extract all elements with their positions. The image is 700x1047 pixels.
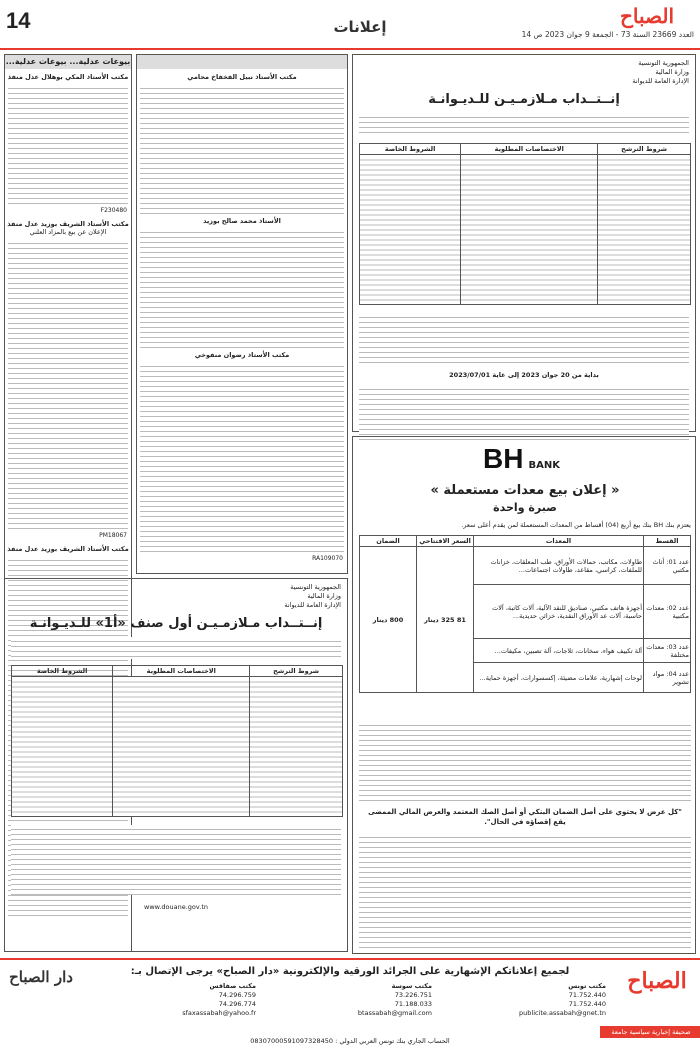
table-header: شروط الترشح (250, 666, 343, 677)
opening-price: 81 325 دينار (417, 547, 474, 693)
section-title: إعلانات (333, 18, 387, 36)
bank-account: الحساب الجاري بنك تونس العربي الدولي : 08307000591097328450 (250, 1037, 450, 1045)
republic-label: الجمهورية التونسية (290, 583, 341, 591)
office-sfax (86, 982, 256, 1018)
page-number: 14 (6, 8, 31, 33)
table-cell (113, 677, 250, 817)
email[interactable]: sfaxassabah@yahoo.fr (182, 1009, 256, 1017)
office-label: مكتب تونس (568, 982, 606, 990)
middle-strip (137, 55, 347, 69)
table-cell (250, 677, 343, 817)
table-cell (461, 155, 598, 305)
middle-block2-text (140, 228, 344, 348)
email[interactable]: publicite.assabah@gnet.tn (519, 1009, 606, 1017)
masthead (0, 0, 700, 50)
phone: 71.752.440 (568, 1000, 606, 1008)
footer-banner (0, 958, 700, 1047)
left-code2: PM18067 (99, 532, 127, 539)
notice-footer-text (359, 385, 689, 441)
table-cell: أجهزة هاتف مكتبي، صناديق للنقد الآلية، آلات كاتبة، آلات حاسبة، آلات عد الأوراق النقدية، خزائن حديدية... (474, 585, 644, 639)
table-cell: عدد 02: معدات مكتبية (644, 585, 691, 639)
table-header: القسط (644, 536, 691, 547)
left-code1: F230480 (100, 207, 127, 214)
footer-logo-left: دار الصباح (9, 968, 73, 986)
office-tunis (436, 982, 606, 1018)
guarantee: 800 دينار (360, 547, 417, 693)
notice-title: إنــتــداب مـلازمـيـن أول صنف «أ1» للـديـوانـة (29, 616, 323, 631)
bh-ad-title: « إعلان بيع معدات مستعملة » (430, 483, 620, 498)
table-cell: آلة تكييف هواء، سخانات، ثلاجات، آلة تصبين، مكيفات... (474, 639, 644, 663)
middle-code: RA109070 (312, 555, 343, 562)
table-header: الضمان (360, 536, 417, 547)
bh-ad-details (359, 833, 691, 949)
notice-intro (11, 637, 341, 659)
republic-label: الجمهورية التونسية (638, 59, 689, 67)
lots-table (359, 535, 691, 693)
office-label: مكتب سوسة (391, 982, 432, 990)
table-header: المعدات (474, 536, 644, 547)
table-cell (598, 155, 691, 305)
footer-logo: الصباح (627, 968, 687, 994)
date-line: بداية من 20 جوان 2023 إلى غاية 2023/07/01 (449, 371, 599, 379)
customs-recruitment-notice (352, 54, 696, 432)
left-block2-text (8, 239, 128, 529)
phone: 74.296.774 (218, 1000, 256, 1008)
footer-title: لجميع إعلاناتكم الإشهارية على الجرائد الورقية والإلكترونية «دار الصباح» يرجى الإتصال بـ: (130, 966, 570, 977)
left-block2-title: مكتب الأستاذ الشريف بوزيد عدل منفذ (7, 220, 129, 228)
notice-intro (359, 113, 689, 137)
office-label: مكتب صفاقس (209, 982, 256, 990)
notice-url[interactable]: www.douane.gov.tn (144, 903, 208, 911)
middle-block1-title: مكتب الأستاذ نبيل الفخفاخ محامي (187, 73, 297, 81)
judicial-sales-strip: بيوعات عدلية... بيوعات عدلية... (5, 55, 131, 69)
bh-ad-subtitle: صبرة واحدة (493, 501, 557, 514)
phone: 73.226.751 (394, 991, 432, 999)
left-block1-title: مكتب الأستاذ المكي بوهلال عدل منفذ (7, 73, 129, 81)
middle-block3-title: مكتب الأستاذ رضوان منفوخي (194, 351, 290, 359)
bh-ad-intro: يعتزم بنك BH بنك بيع أربع (04) أقساط من المعدات المستعملة لمن يقدم أعلى سعر. (461, 521, 691, 529)
table-cell: طاولات، مكاتب، حمالات الأوراق، طب المعلقات، خزانات للملفات، كراسي، مقاعد، طاولات اجتماعات... (474, 547, 644, 585)
table-header: شروط الترشح (598, 144, 691, 155)
bh-ad-emphasis: "كل عرض لا يحتوي على أصل الضمان البنكي أو أصل الصك المعتمد والعرض المالي الممضى يقع إقصاؤه في الحال". (368, 808, 682, 826)
left-block2-subtitle: الإعلان عن بيع بالمزاد العلني (29, 228, 107, 236)
left-block1-text (8, 84, 128, 204)
directorate-label: الإدارة العامة للديوانة (632, 77, 689, 85)
middle-block3-text (140, 362, 344, 552)
directorate-label: الإدارة العامة للديوانة (284, 601, 341, 609)
phone: 71.188.033 (394, 1000, 432, 1008)
notice-body (359, 313, 689, 363)
bh-logo-sub: BANK (528, 460, 561, 471)
table-cell: عدد 01: أثاث مكتبي (644, 547, 691, 585)
customs-lieutenant-notice (4, 578, 348, 952)
bh-ad-conditions (359, 721, 691, 801)
conditions-table (359, 143, 691, 305)
issue-line: العدد 23669 السنة 73 - الجمعة 9 جوان 2023 ص 14 (521, 30, 694, 39)
table-header: الاختصاصات المطلوبة (461, 144, 598, 155)
bh-logo: BH (483, 443, 524, 474)
email[interactable]: btassabah@gmail.com (357, 1009, 432, 1017)
left-block3-title: مكتب الأستاذ الشريف بوزيد عدل منفذ (7, 545, 129, 553)
table-cell: عدد 03: معدات مختلفة (644, 639, 691, 663)
notice-body (11, 825, 341, 895)
table-cell (360, 155, 461, 305)
middle-block2-title: الأستاذ محمد صالح بوزيد (203, 217, 281, 225)
newspaper-logo: الصباح (619, 4, 675, 28)
ministry-label: وزارة المالية (655, 68, 689, 76)
table-header: الشروط الخاصة (360, 144, 461, 155)
middle-block1-text (140, 84, 344, 214)
ministry-label: وزارة المالية (307, 592, 341, 600)
bh-bank-ad (352, 436, 696, 954)
conditions-table (11, 665, 343, 817)
table-header: الاختصاصات المطلوبة (113, 666, 250, 677)
office-sousse (262, 982, 432, 1018)
notice-title: إنــتــداب مـلازمـيـن للـديـوانـة (428, 92, 620, 107)
phone: 71.752.440 (568, 991, 606, 999)
slogan: صحيفة إخبارية سياسية جامعة (600, 1026, 700, 1038)
table-cell (12, 677, 113, 817)
middle-column (136, 54, 348, 574)
table-header: الشروط الخاصة (12, 666, 113, 677)
phone: 74.296.759 (218, 991, 256, 999)
table-header: السعر الافتتاحي (417, 536, 474, 547)
table-cell: لوحات إشهارية، علامات مضيئة، إكسسوارات، أجهزة حماية... (474, 663, 644, 693)
table-cell: عدد 04: مواد تشوير (644, 663, 691, 693)
